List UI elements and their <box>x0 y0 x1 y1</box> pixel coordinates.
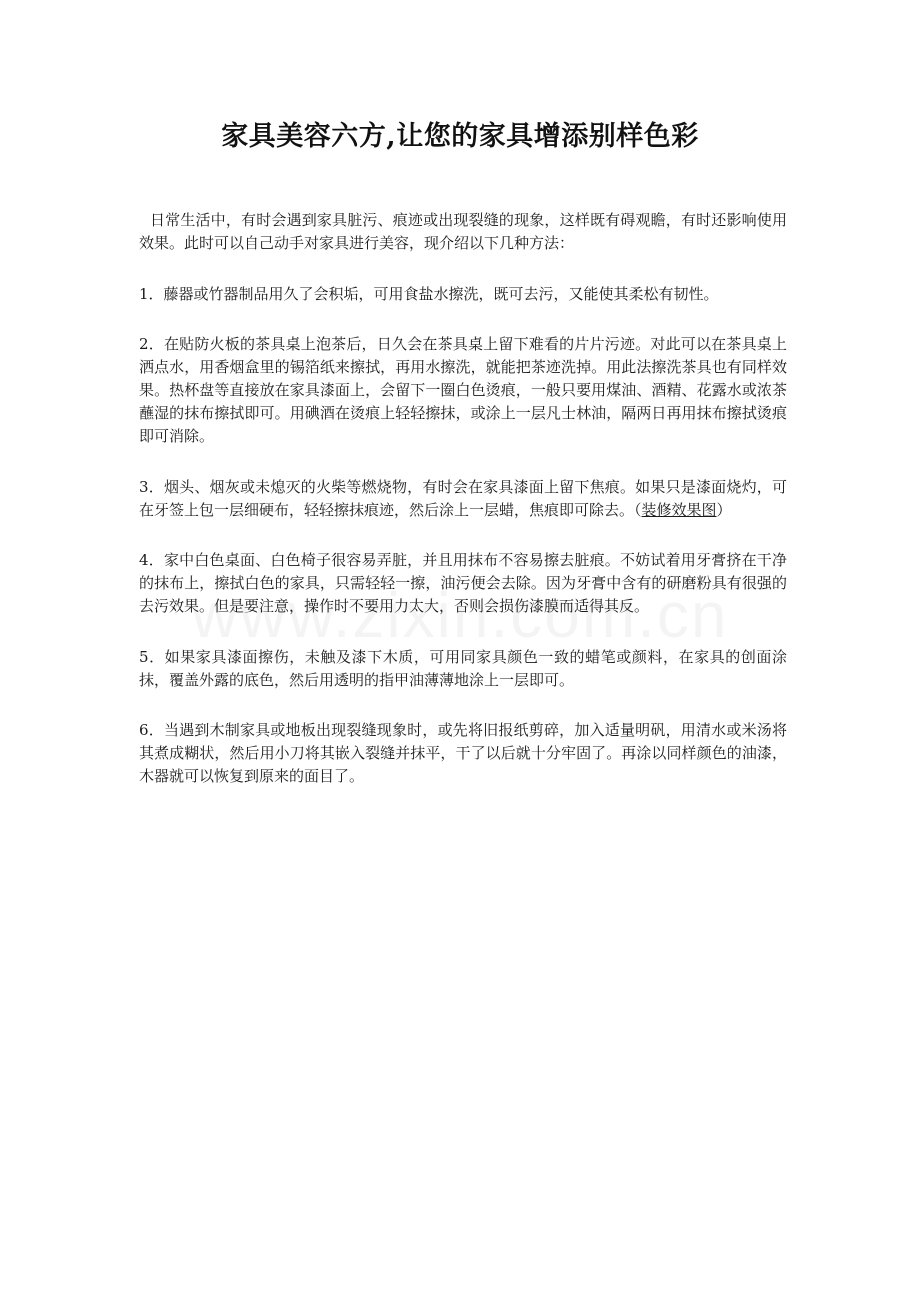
method-item-1: 1．藤器或竹器制品用久了会积垢，可用食盐水擦洗，既可去污，又能使其柔松有韧性。 <box>139 284 719 303</box>
method-item-5: 5．如果家具漆面擦伤，未触及漆下木质，可用同家具颜色一致的蜡笔或颜料，在家具的创面涂抹，覆盖外露的底色，然后用透明的指甲油薄薄地涂上一层即可。 <box>139 647 787 689</box>
decoration-renderings-link[interactable]: 装修效果图 <box>641 500 717 519</box>
method-item-3-close: ） <box>716 500 732 519</box>
method-item-3-text: 3．烟头、烟灰或未熄灭的火柴等燃烧物，有时会在家具漆面上留下焦痕。如果只是漆面烧灼，可在牙签上包一层细硬布，轻轻擦抹痕迹，然后涂上一层蜡，焦痕即可除去。（ <box>139 477 787 519</box>
method-item-4: 4．家中白色桌面、白色椅子很容易弄脏，并且用抹布不容易擦去脏痕。不妨试着用牙膏挤在干净的抹布上，擦拭白色的家具，只需轻轻一擦，油污便会去除。因为牙膏中含有的研磨粉具有很强的去污效果。但是要注意，操作时不要用力太大，否则会损伤漆膜而适得其反。 <box>139 551 787 615</box>
method-item-6: 6．当遇到木制家具或地板出现裂缝现象时，或先将旧报纸剪碎，加入适量明矾，用清水或米汤将其煮成糊状，然后用小刀将其嵌入裂缝并抹平，干了以后就十分牢固了。再涂以同样颜色的油漆，木器就可以恢复到原来的面目了。 <box>139 721 787 785</box>
document-body <box>139 209 787 816</box>
method-item-2: 2．在贴防火板的茶具桌上泡茶后，日久会在茶具桌上留下难看的片片污迹。对此可以在茶具桌上洒点水，用香烟盒里的锡箔纸来擦拭，再用水擦洗，就能把茶迹洗掉。用此法擦洗茶具也有同样效果。热杯盘等直接放在家具漆面上，会留下一圈白色烫痕，一般只要用煤油、酒精、花露水或浓茶蘸湿的抹布擦拭即可。用碘酒在烫痕上轻轻擦抹，或涂上一层凡士林油，隔两日再用抹布擦拭烫痕即可消除。 <box>139 335 787 445</box>
method-item-3 <box>139 476 787 522</box>
intro-paragraph: 日常生活中，有时会遇到家具脏污、痕迹或出现裂缝的现象，这样既有碍观瞻，有时还影响使用效果。此时可以自己动手对家具进行美容，现介绍以下几种方法： <box>139 211 787 252</box>
document-title: 家具美容六方,让您的家具增添别样色彩 <box>221 121 699 152</box>
